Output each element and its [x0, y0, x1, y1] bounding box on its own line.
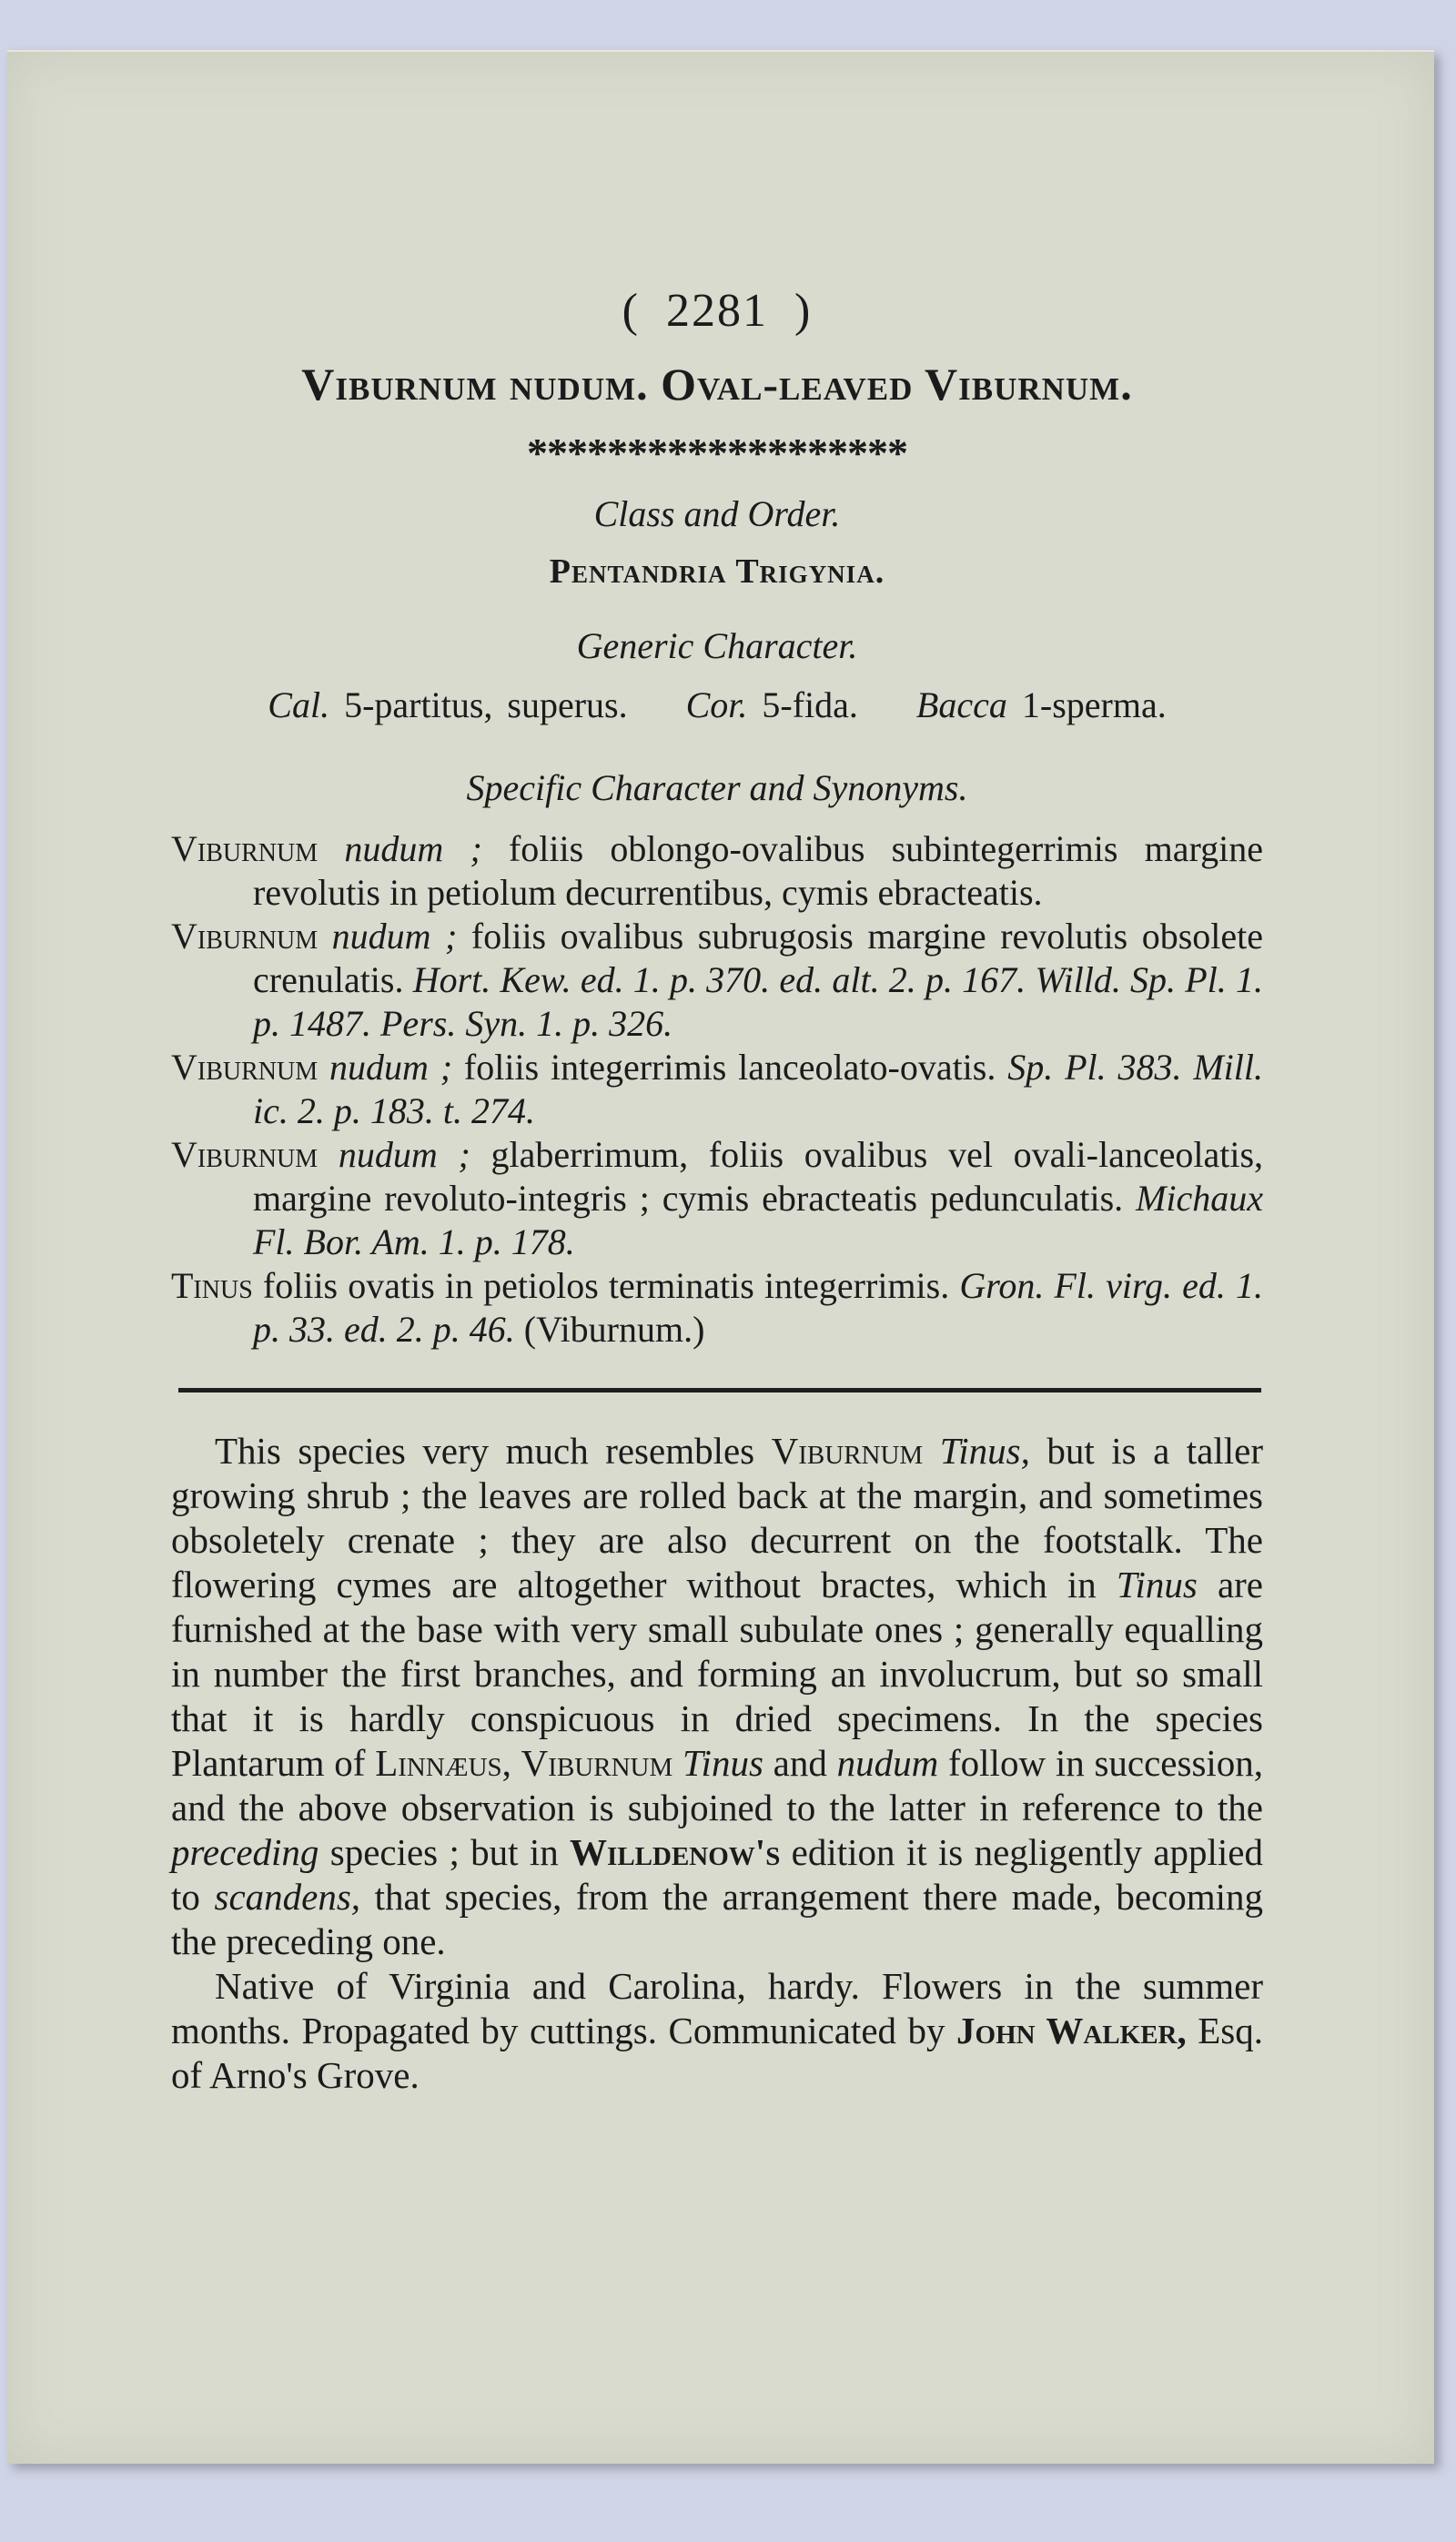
description-paragraph [171, 1964, 1263, 2098]
author-name: Willdenow's [570, 1831, 781, 1873]
synonym-species: nudum ; [338, 1134, 470, 1175]
class-order-value: Pentandria Trigynia. [549, 552, 885, 591]
text-run: This species very much resembles [215, 1430, 755, 1472]
species-name: Tinus, [939, 1430, 1030, 1472]
text-run: edition it is negligently applied to [171, 1831, 1264, 1918]
synonym-reference: Hort. Kew. ed. 1. p. 370. ed. alt. 2. p. 167. Willd. Sp. Pl. 1. p. 1487. Pers. Syn. 1. p. 326. [253, 959, 1263, 1044]
cal-text: 5-partitus, superus. [344, 684, 628, 725]
synonym-tail: (Viburnum.) [523, 1309, 705, 1350]
synonym-species: nudum ; [331, 916, 458, 957]
paper-sheet [7, 50, 1434, 2464]
synonym-genus: Viburnum [171, 828, 318, 869]
species-name: scandens, [214, 1876, 361, 1918]
synonym-entry [171, 827, 1263, 915]
text-run: and [773, 1742, 827, 1784]
synonym-reference: Gron. Fl. virg. ed. 1. p. 33. ed. 2. p. 46. [253, 1265, 1263, 1350]
class-order-label: Class and Order. [593, 493, 841, 534]
species-name: nudum [836, 1742, 939, 1784]
page-title: Viburnum nudum. Oval-leaved Viburnum. [301, 359, 1133, 410]
species-name: Tinus [682, 1742, 763, 1784]
genus-name: Viburnum [771, 1430, 924, 1472]
synonym-reference: Sp. Pl. 383. Mill. ic. 2. p. 183. t. 274. [253, 1047, 1264, 1131]
text-run: are furnished at the base with very small subulate ones ; generally equalling in number the first branches, and forming an involucrum, but so small that it is hardly conspicuous in dried specimens. In the species Plantarum of [171, 1564, 1264, 1784]
synonym-text: glaberrimum, foliis ovalibus vel ovali-lanceolatis, margine revoluto-integris ; cymis ebracteatis pedunculatis. [253, 1134, 1264, 1219]
cor-label: Cor. [685, 684, 748, 725]
generic-character-label: Generic Character. [576, 625, 858, 666]
species-name: Tinus [1116, 1564, 1198, 1605]
synonym-genus: Viburnum [171, 1047, 318, 1088]
synonym-entry [171, 1046, 1263, 1133]
ornament-divider: ******************* [527, 430, 907, 476]
synonym-species: nudum ; [329, 1047, 453, 1088]
text-run: Esq. of Arno's Grove. [171, 2010, 1264, 2096]
synonym-entry [171, 915, 1263, 1046]
cor-text: 5-fida. [762, 684, 858, 725]
cal-label: Cal. [268, 684, 330, 725]
synonym-text: foliis oblongo-ovalibus subintegerrimis margine revolutis in petiolum decurrentibus, cymis ebracteatis. [253, 828, 1264, 913]
author-name: John Walker, [956, 2010, 1187, 2051]
synonym-text: foliis ovalibus subrugosis margine revolutis obsolete crenulatis. [253, 916, 1263, 1000]
emphasis: preceding [171, 1831, 319, 1873]
synonym-list [171, 827, 1263, 1352]
generic-character-text [171, 684, 1263, 726]
specific-character-label: Specific Character and Synonyms. [466, 767, 968, 808]
text-run: that species, from the arrangement there made, becoming the preceding one. [171, 1876, 1264, 1962]
description-paragraph [171, 1429, 1263, 1964]
text-run: follow in succession, and the above observation is subjoined to the latter in reference to the [171, 1742, 1264, 1828]
text-run: species ; but in [329, 1831, 559, 1873]
synonym-genus: Tinus [171, 1265, 253, 1306]
synonym-genus: Viburnum [171, 1134, 318, 1175]
bacca-text: 1-sperma. [1021, 684, 1167, 725]
author-name: Linnæus, [375, 1742, 511, 1784]
synonym-text: foliis ovatis in petiolos terminatis integerrimis. [262, 1265, 950, 1306]
page-content [171, 284, 1263, 2098]
synonym-text: foliis integerrimis lanceolato-ovatis. [463, 1047, 996, 1088]
text-run: Native of Virginia and Carolina, hardy. Flowers in the summer months. Propagated by cuttings. Communicated by [171, 1965, 1263, 2051]
bacca-label: Bacca [915, 684, 1007, 725]
genus-name: Viburnum [521, 1742, 673, 1784]
plate-number: ( 2281 ) [622, 285, 813, 337]
synonym-species: nudum ; [344, 828, 482, 869]
synonym-entry [171, 1133, 1263, 1264]
synonym-entry [171, 1264, 1263, 1352]
horizontal-rule [178, 1388, 1261, 1393]
synonym-reference: Michaux Fl. Bor. Am. 1. p. 178. [253, 1178, 1264, 1262]
text-run: but is a taller growing shrub ; the leaves are rolled back at the margin, and sometimes obsoletely crenate ; they are also decurrent on the footstalk. The flowering cymes are altogether without bractes, which in [171, 1430, 1264, 1605]
description [171, 1429, 1263, 2098]
synonym-genus: Viburnum [171, 916, 318, 957]
